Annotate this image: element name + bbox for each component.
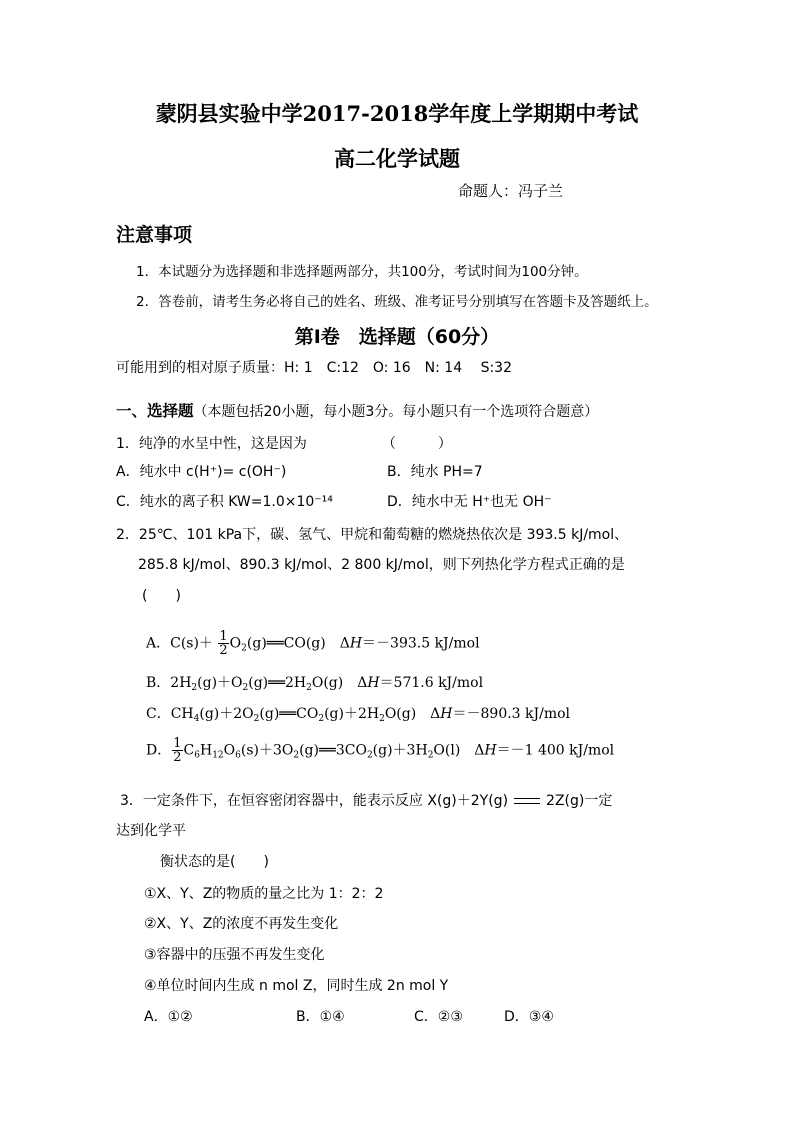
fraction-half: $\frac{1}{2}$ xyxy=(219,629,228,658)
notice-item-1: 1．本试题分为选择题和非选择题两部分，共100分，考试时间为100分钟。 xyxy=(136,264,588,280)
section-label: 一、选择题 xyxy=(116,402,194,420)
section-desc: （本题包括20小题，每小题3分。每小题只有一个选项符合题意） xyxy=(193,404,599,420)
section-heading xyxy=(116,399,598,421)
q3-statement-4: ④单位时间内生成 n mol Z，同时生成 2n mol Y xyxy=(144,978,449,994)
fraction-half: $\frac{1}{2}$ xyxy=(173,736,182,765)
q1-stem-line xyxy=(116,433,452,453)
q2-stem-line-3: ( ) xyxy=(142,588,181,604)
q3-answer-d: D．③④ xyxy=(504,1009,554,1025)
q3-answer-c: C．②③ xyxy=(414,1009,463,1025)
exam-subtitle: 高二化学试题 xyxy=(334,146,460,171)
q3-statement-2: ②X、Y、Z的浓度不再发生变化 xyxy=(144,916,339,932)
q2-stem-line-2: 285.8 kJ/mol、890.3 kJ/mol、2 800 kJ/mol，则下列热化学方程式正确的是 xyxy=(138,557,625,573)
exam-title: 蒙阴县实验中学2017-2018学年度上学期期中考试 xyxy=(155,101,639,126)
q1-option-d: D．纯水中无 H⁺也无 OH⁻ xyxy=(387,494,552,510)
notice-item-2: 2．答卷前，请考生务必将自己的姓名、班级、准考证号分别填写在答题卡及答题纸上。 xyxy=(136,294,658,310)
q3-answers xyxy=(0,1006,794,1026)
part1-title: 第Ⅰ卷 选择题（60分） xyxy=(294,326,500,348)
q2-option-c: C．$CH_4(g)+2O_2(g)══CO_2(g)+2H_2O(g)$ ΔH＝－890.3 kJ/mol xyxy=(146,706,571,724)
q3-statement-3: ③容器中的压强不再发生变化 xyxy=(144,947,325,963)
notice-heading: 注意事项 xyxy=(116,224,193,246)
q2-option-d: D． $\frac{1}{2}$ $C_6H_{12}O_6(s)+3O_2(g)══3CO_2(g)+3H_2O(l)$ ΔH＝－1 400 kJ/mol xyxy=(146,736,615,765)
author-line: 命题人：冯子兰 xyxy=(458,182,564,200)
q1-option-a: A．纯水中 c(H⁺)= c(OH⁻) xyxy=(116,464,287,480)
q1-stem: 1．纯净的水呈中性，这是因为 xyxy=(116,436,307,452)
q3-stem-line-1: 3．一定条件下，在恒容密闭容器中，能表示反应 X(g)＋2Y(g) 2Z(g)一定 xyxy=(120,793,613,809)
q3-statement-1: ①X、Y、Z的物质的量之比为 1：2：2 xyxy=(144,886,384,902)
q2-stem-line-1: 2．25℃、101 kPa下，碳、氢气、甲烷和葡萄糖的燃烧热依次是 393.5 kJ/mol、 xyxy=(116,527,629,543)
q3-stem-line-3: 衡状态的是( ) xyxy=(160,854,269,870)
q2-option-b: B．$2H_2(g)+O_2(g)══2H_2O(g)$ ΔH＝571.6 kJ/mol xyxy=(146,675,484,693)
equilibrium-arrow-icon xyxy=(514,796,540,806)
q3-stem-line-2: 达到化学平 xyxy=(116,823,186,839)
q3-answer-a: A．①② xyxy=(144,1009,193,1025)
q1-option-b: B．纯水 PH=7 xyxy=(387,464,483,480)
atomic-masses: 可能用到的相对原子质量：H: 1 C:12 O: 16 N: 14 S:32 xyxy=(116,360,512,376)
q2-option-a: A．C(s)＋ $\frac{1}{2}$ $O_2(g)══CO(g)$ ΔH＝－393.5 kJ/mol xyxy=(146,629,480,658)
q3-answer-b: B．①④ xyxy=(296,1009,345,1025)
q1-answer-bracket: （ ） xyxy=(381,436,452,452)
q1-option-c: C．纯水的离子积 KW=1.0×10⁻¹⁴ xyxy=(116,494,333,510)
